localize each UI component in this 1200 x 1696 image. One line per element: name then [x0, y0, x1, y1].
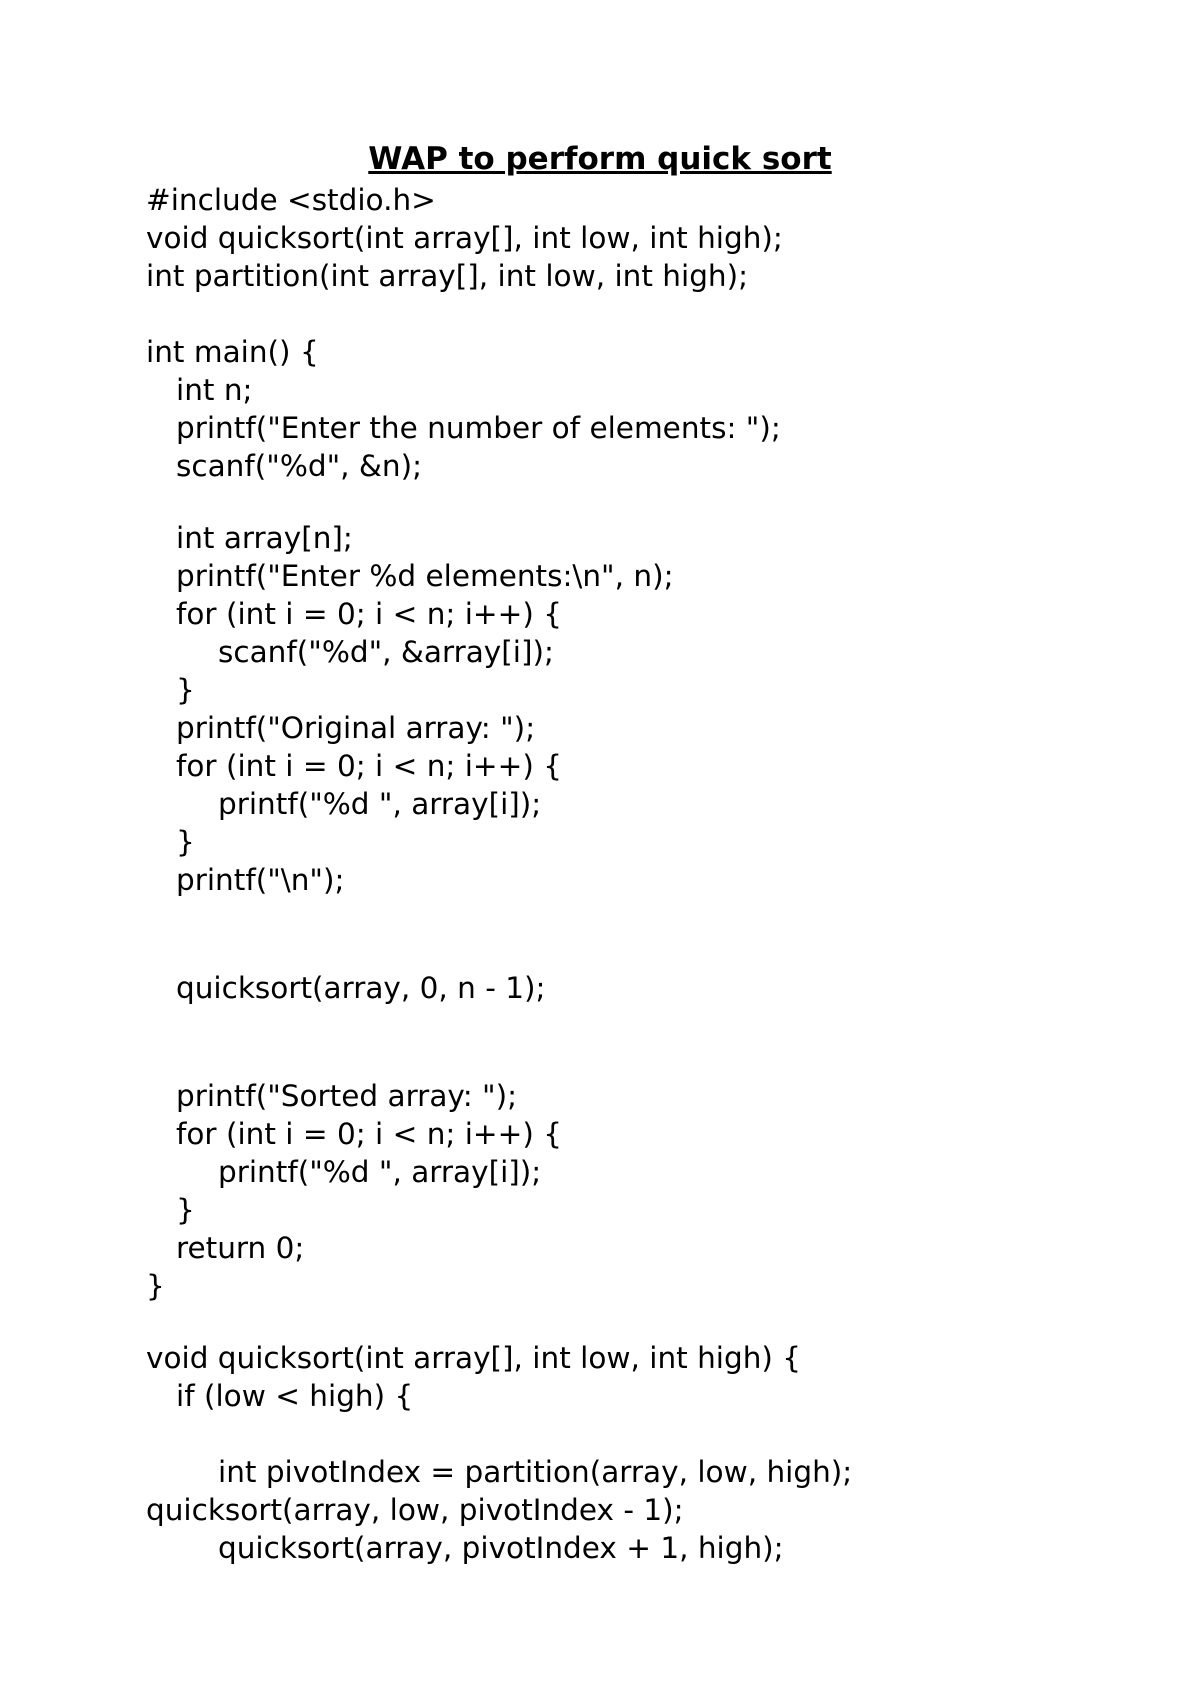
code-line: int array[n]; [176, 521, 353, 555]
code-line: quicksort(array, 0, n - 1); [176, 971, 546, 1005]
code-line: printf("%d ", array[i]); [218, 787, 542, 821]
code-line: scanf("%d", &n); [176, 449, 423, 483]
code-line: #include <stdio.h> [146, 183, 436, 217]
code-line: printf("%d ", array[i]); [218, 1155, 542, 1189]
code-line: for (int i = 0; i < n; i++) { [176, 597, 563, 631]
code-line: } [176, 825, 195, 859]
code-line: printf("\n"); [176, 863, 345, 897]
code-line: printf("Enter %d elements:\n", n); [176, 559, 674, 593]
code-line: int partition(int array[], int low, int high); [146, 259, 749, 293]
code-line: quicksort(array, pivotIndex + 1, high); [218, 1531, 784, 1565]
code-line: for (int i = 0; i < n; i++) { [176, 749, 563, 783]
code-line: printf("Sorted array: "); [176, 1079, 518, 1113]
code-line: if (low < high) { [176, 1379, 414, 1413]
code-line: int n; [176, 373, 253, 407]
code-line: } [176, 673, 195, 707]
code-line: return 0; [176, 1231, 305, 1265]
code-line: int pivotIndex = partition(array, low, high); [218, 1455, 853, 1489]
code-line: scanf("%d", &array[i]); [218, 635, 554, 669]
code-line: quicksort(array, low, pivotIndex - 1); [146, 1493, 684, 1527]
code-line: printf("Enter the number of elements: "); [176, 411, 781, 445]
code-line: void quicksort(int array[], int low, int high) { [146, 1341, 802, 1375]
document-title: WAP to perform quick sort [368, 141, 832, 177]
code-line: for (int i = 0; i < n; i++) { [176, 1117, 563, 1151]
code-line: } [146, 1269, 165, 1303]
code-line: printf("Original array: "); [176, 711, 536, 745]
code-line: void quicksort(int array[], int low, int high); [146, 221, 783, 255]
code-line: int main() { [146, 335, 319, 369]
code-line: } [176, 1193, 195, 1227]
